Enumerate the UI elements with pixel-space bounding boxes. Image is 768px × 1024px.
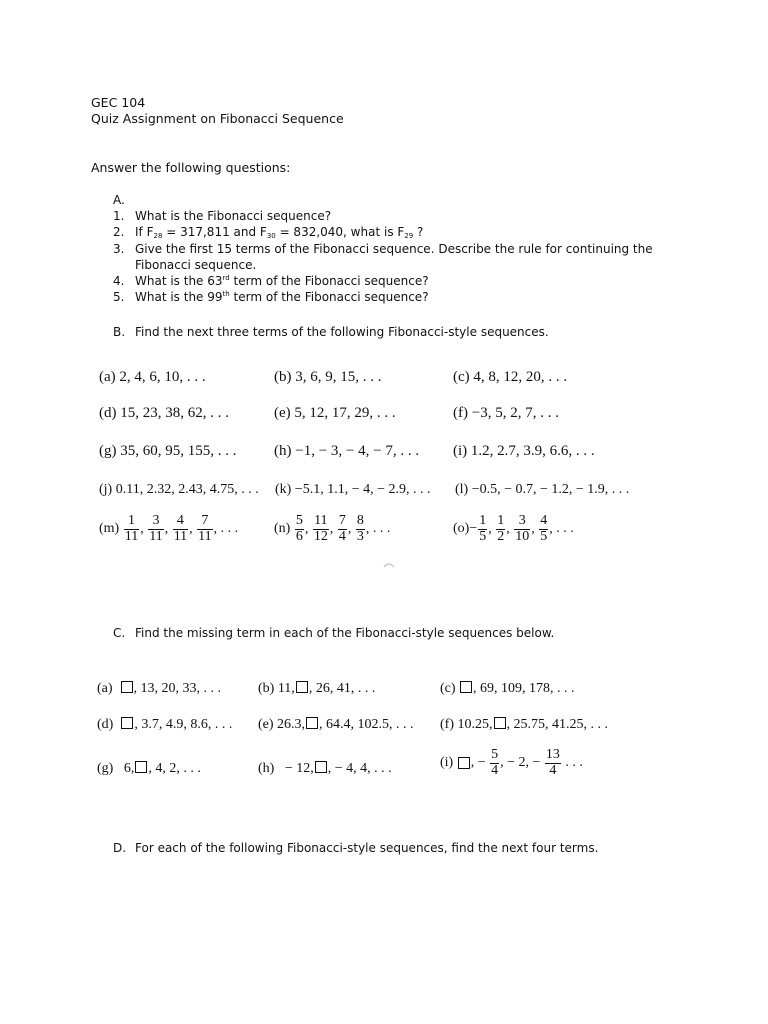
b-item-k: (k) −5.1, 1.1, − 4, − 2.9, . . . [275, 482, 431, 497]
fraction: $\frac{1}{2}$ [497, 513, 505, 544]
item-label: (a) [97, 681, 113, 696]
course-code: GEC 104 [91, 95, 146, 110]
question-3-continued: Fibonacci sequence. [135, 258, 257, 272]
fraction: $\frac{3}{11}$ [149, 513, 163, 544]
item-label: (f) [440, 717, 454, 732]
b-item-a: (a) 2, 4, 6, 10, . . . [99, 369, 206, 385]
item-before: 6, [123, 761, 135, 776]
item-before: 26.3, [277, 717, 306, 732]
c-item-f [440, 717, 608, 733]
item-label: (c) [440, 681, 456, 696]
q4-ordinal: rd [222, 274, 230, 282]
q2-sub-1: 28 [153, 232, 163, 240]
section-c-label: C. [113, 626, 126, 640]
fraction: $\frac{1}{5}$ [479, 513, 487, 544]
fraction: $\frac{3}{10}$ [515, 513, 530, 544]
item-label: (e) [258, 717, 274, 732]
q2-sub-2: 30 [266, 232, 276, 240]
q2-sub-3: 29 [404, 232, 414, 240]
item-after: , 4, 2, . . . [148, 761, 201, 776]
scan-artifact [383, 561, 395, 568]
document-title: Quiz Assignment on Fibonacci Sequence [91, 111, 344, 126]
q5-text-1: What is the 99 [135, 290, 223, 304]
q4-text-1: What is the 63 [135, 274, 223, 288]
b-item-n-label: (n) [274, 521, 291, 537]
b-item-o-label: (o) [453, 521, 470, 537]
fraction: $\frac{4}{11}$ [173, 513, 188, 544]
section-c-text: Find the missing term in each of the Fibonacci-style sequences below. [135, 626, 555, 640]
c-item-a [97, 681, 221, 697]
item-before: 10.25, [457, 717, 493, 732]
item-after: , 25.75, 41.25, . . . [506, 717, 608, 732]
question-3 [113, 242, 653, 256]
b-item-n: (n) $\frac{5}{6}$ , $\frac{11}{12}$ , $\frac{7}{4}$ , $\frac{8}{3}$ , . . . [274, 513, 391, 544]
question-number: 5. [113, 290, 125, 304]
b-item-h: (h) −1, − 3, − 4, − 7, . . . [274, 443, 420, 459]
item-after: , 26, 41, . . . [308, 681, 376, 696]
fraction: $\frac{5}{4}$ [491, 747, 499, 778]
b-item-j: (j) 0.11, 2.32, 2.43, 4.75, . . . [99, 482, 259, 497]
fraction: $\frac{1}{11}$ [124, 513, 139, 544]
section-d-label: D. [113, 841, 127, 855]
ellipsis: . . . [556, 521, 574, 537]
item-label: (b) [258, 681, 275, 696]
c-item-h [258, 761, 392, 777]
item-label: (i) [440, 755, 454, 771]
c-item-g [97, 761, 201, 777]
question-text: Give the first 15 terms of the Fibonacci sequence. Describe the rule for continuing the [135, 242, 653, 256]
item-label: (h) [258, 761, 275, 776]
item-label: (g) [97, 761, 114, 776]
blank-box [121, 717, 133, 729]
question-number: 2. [113, 225, 125, 239]
q2-text-3: = 832,040, what is F [275, 225, 405, 239]
q2-text-4: ? [413, 225, 424, 239]
c-item-b [258, 681, 375, 697]
instructions: Answer the following questions: [91, 160, 291, 175]
item-label: (d) [97, 717, 114, 732]
b-item-d: (d) 15, 23, 38, 62, . . . [99, 405, 229, 421]
b-item-l: (l) −0.5, − 0.7, − 1.2, − 1.9, . . . [455, 482, 630, 497]
blank-box [306, 717, 318, 729]
c-item-e [258, 717, 414, 733]
c-item-c [440, 681, 575, 697]
fraction: $\frac{8}{3}$ [356, 513, 364, 544]
question-4 [113, 274, 429, 288]
blank-box [135, 761, 147, 773]
section-d-text: For each of the following Fibonacci-style sequences, find the next four terms. [135, 841, 599, 855]
b-item-c: (c) 4, 8, 12, 20, . . . [453, 369, 568, 385]
c-item-i [440, 748, 583, 778]
b-item-m-label: (m) [99, 521, 120, 537]
item-after: , 64.4, 102.5, . . . [319, 717, 414, 732]
item-after: , − 4, 4, . . . [327, 761, 392, 776]
blank-box [458, 757, 470, 769]
item-middle: , − 2, − [500, 755, 541, 771]
q2-text-1: If F [135, 225, 154, 239]
item-after: , 69, 109, 178, . . . [473, 681, 575, 696]
fraction: $\frac{11}{12}$ [313, 513, 328, 544]
minus-sign: − [469, 521, 478, 537]
b-item-m: (m) $\frac{1}{11}$ , $\frac{3}{11}$ , $\frac{4}{11}$ , $\frac{7}{11}$ , . . . [99, 513, 239, 544]
section-b-label: B. [113, 325, 126, 339]
q2-text-2: = 317,811 and F [162, 225, 267, 239]
q5-text-2: term of the Fibonacci sequence? [229, 290, 429, 304]
question-5 [113, 290, 429, 304]
question-2 [113, 225, 423, 240]
blank-box [121, 681, 133, 693]
q5-ordinal: th [222, 290, 230, 298]
section-d-heading [113, 841, 598, 855]
blank-box [315, 761, 327, 773]
fraction: $\frac{7}{11}$ [198, 513, 212, 544]
question-text: What is the Fibonacci sequence? [135, 209, 332, 223]
item-before: − 12, [284, 761, 314, 776]
c-item-d [97, 717, 232, 733]
b-item-f: (f) −3, 5, 2, 7, . . . [453, 405, 559, 421]
fraction: $\frac{7}{4}$ [338, 513, 346, 544]
question-number: 4. [113, 274, 125, 288]
item-after: , 13, 20, 33, . . . [133, 681, 222, 696]
b-item-b: (b) 3, 6, 9, 15, . . . [274, 369, 382, 385]
ellipsis: . . . [372, 521, 391, 537]
section-b-heading [113, 325, 549, 339]
item-before: 11, [277, 681, 295, 696]
section-a-label: A. [113, 193, 125, 207]
q4-text-2: term of the Fibonacci sequence? [229, 274, 429, 288]
fraction: $\frac{13}{4}$ [545, 747, 560, 778]
question-1 [113, 209, 331, 223]
b-item-e: (e) 5, 12, 17, 29, . . . [274, 405, 396, 421]
ellipsis: . . . [565, 755, 583, 771]
blank-box [296, 681, 308, 693]
question-number: 1. [113, 209, 125, 223]
section-c-heading [113, 626, 554, 640]
b-item-o: (o)− $\frac{1}{5}$ , $\frac{1}{2}$ , $\frac{3}{10}$ , $\frac{4}{5}$ , . . . [453, 513, 574, 544]
item-middle: , − [470, 755, 486, 771]
section-b-text: Find the next three terms of the following Fibonacci-style sequences. [135, 325, 549, 339]
item-after: , 3.7, 4.9, 8.6, . . . [134, 717, 233, 732]
fraction: $\frac{4}{5}$ [540, 513, 548, 544]
question-number: 3. [113, 242, 125, 256]
fraction: $\frac{5}{6}$ [295, 513, 303, 544]
b-item-g: (g) 35, 60, 95, 155, . . . [99, 443, 237, 459]
blank-box [460, 681, 472, 693]
blank-box [494, 717, 506, 729]
b-item-i: (i) 1.2, 2.7, 3.9, 6.6, . . . [453, 443, 595, 459]
ellipsis: . . . [220, 521, 239, 537]
